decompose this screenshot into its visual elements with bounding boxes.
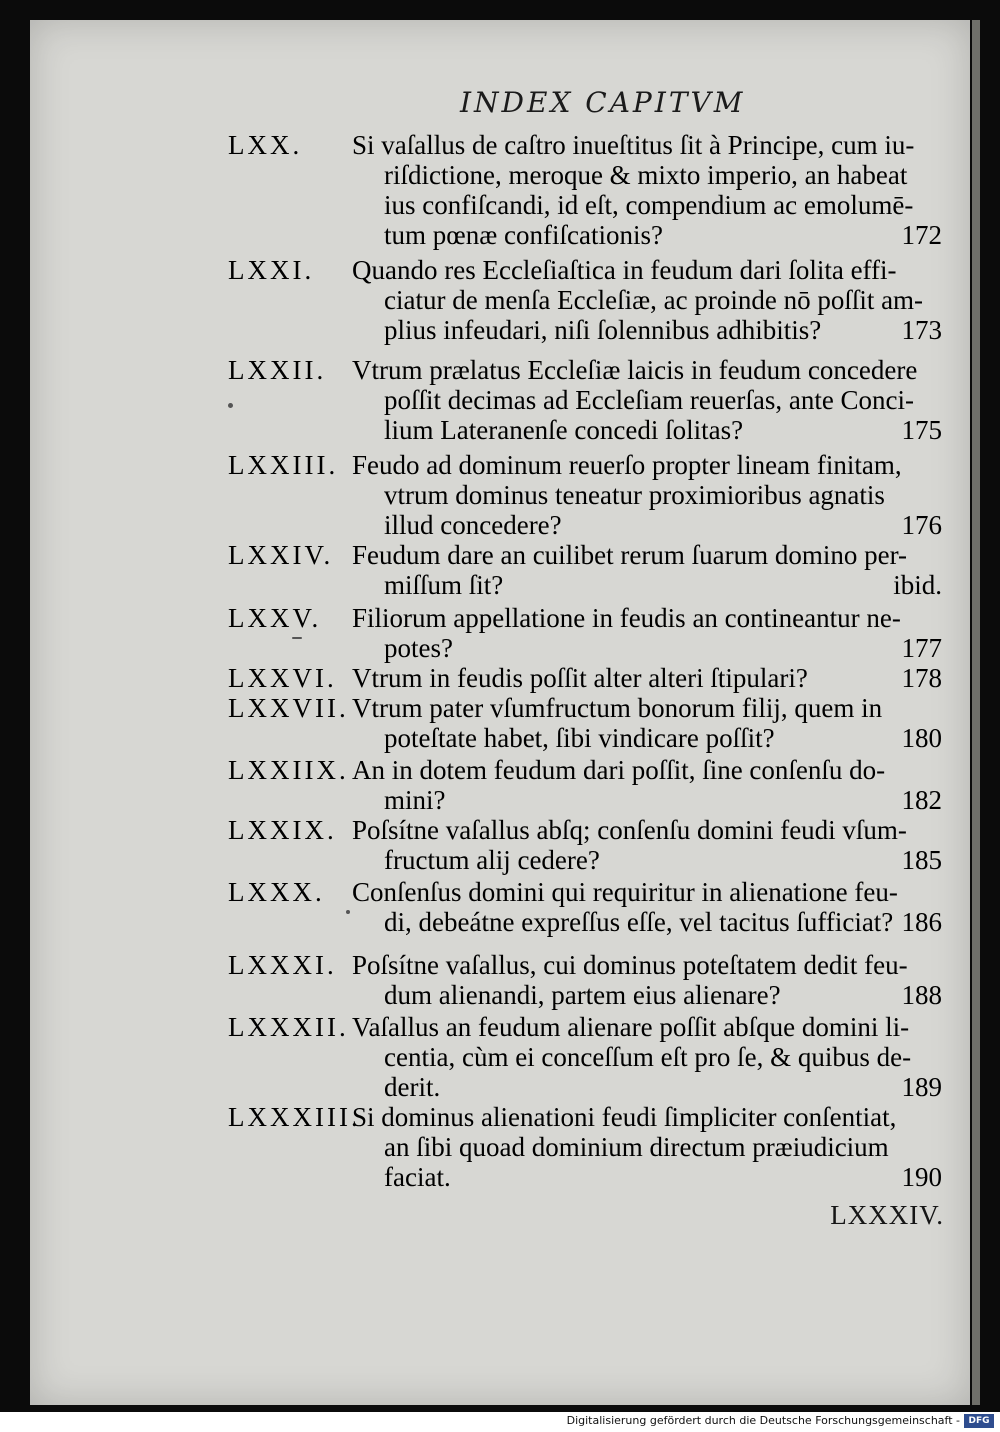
chapter-title-line: vtrum dominus teneatur proximioribus agnatis [384,480,885,510]
chapter-title-line: an ſibi quoad dominium directum præiudicium [384,1132,889,1162]
chapter-title-line: centia, cùm ei conceſſum eſt pro ſe, & quibus de- [384,1042,912,1072]
chapter-numeral: LXXIV. [228,540,334,570]
chapter-title-line: illud concedere? [384,510,562,540]
chapter-numeral: LXXXI. [228,950,337,980]
ink-speck [346,910,350,914]
page-reference: 173 [901,315,942,345]
chapter-title-line: Vtrum in feudis poſſit alter alteri ſtipulari? [352,663,808,693]
chapter-title-line: ius confiſcandi, id eſt, compendium ac emolumē- [384,190,914,220]
chapter-title-line: poteſtate habet, ſibi vindicare poſſit? [384,723,775,753]
page-reference: 177 [901,633,942,663]
chapter-title-line: Poſsítne vaſallus, cui dominus poteſtatem dedit feu- [352,950,908,980]
chapter-title-line: Filiorum appellatione in feudis an contineantur ne- [352,603,901,633]
chapter-title-line: Feudo ad dominum reuerſo propter lineam finitam, [352,450,902,480]
page-reference: 175 [901,415,942,445]
page-reference: ibid. [893,570,942,600]
page-reference: 189 [901,1072,942,1102]
running-head: INDEX CAPITVM [460,86,746,119]
chapter-title-line: derit. [384,1072,441,1102]
chapter-title-line: riſdictione, meroque & mixto imperio, an habeat [384,160,908,190]
chapter-title-line: Vtrum prælatus Eccleſiæ laicis in feudum concedere [352,355,918,385]
footer-credit: Digitalisierung gefördert durch die Deutsche Forschungsgemeinschaft - [566,1414,960,1427]
page-reference: 188 [901,980,942,1010]
chapter-numeral: LXXVII. [228,693,349,723]
chapter-title-line: fructum alij cedere? [384,845,600,875]
chapter-numeral: LXXV. [228,603,322,633]
page-edge [972,20,980,1405]
chapter-title-line: An in dotem feudum dari poſſit, ſine conſenſu do- [352,755,886,785]
chapter-numeral: LXXIIX. [228,755,349,785]
chapter-title-line: poſſit decimas ad Eccleſiam reuerſas, ante Conci- [384,385,915,415]
page-reference: 176 [901,510,942,540]
page-reference: 172 [901,220,942,250]
chapter-numeral: LXXXII. [228,1012,349,1042]
chapter-numeral: LXXI. [228,255,315,285]
chapter-title-line: mini? [384,785,446,815]
chapter-title-line: lium Lateranenſe concedi ſolitas? [384,415,744,445]
chapter-title-line: Si dominus alienationi feudi ſimpliciter conſentiat, [352,1102,897,1132]
chapter-numeral: LXXVI. [228,663,337,693]
ink-speck [228,403,233,408]
catchword: LXXXIV. [830,1200,944,1230]
chapter-numeral: LXXIII. [228,450,339,480]
chapter-title-line: ciatur de menſa Eccleſiæ, ac proinde nō poſſit am- [384,285,924,315]
page-reference: 190 [901,1162,942,1192]
chapter-title-line: miſſum ſit? [384,570,504,600]
chapter-title-line: Vaſallus an feudum alienare poſſit abſque domini li- [352,1012,910,1042]
chapter-title-line: tum pœnæ confiſcationis? [384,220,663,250]
chapter-title-line: Feudum dare an cuilibet rerum ſuarum domino per- [352,540,908,570]
ink-speck [292,637,302,639]
page-reference: 178 [901,663,942,693]
page-reference: 182 [901,785,942,815]
page-reference: 185 [901,845,942,875]
chapter-title-line: plius infeudari, niſi ſolennibus adhibitis? [384,315,822,345]
chapter-title-line: Poſsítne vaſallus abſq; conſenſu domini feudi vſum- [352,815,907,845]
chapter-title-line: di, debeátne expreſſus eſſe, vel tacitus ſufficiat? [384,907,894,937]
chapter-title-line: faciat. [384,1162,451,1192]
chapter-numeral: LXX. [228,130,303,160]
chapter-numeral: LXXII. [228,355,327,385]
page-reference: 186 [901,907,942,937]
chapter-title-line: Quando res Eccleſiaſtica in feudum dari ſolita effi- [352,255,897,285]
chapter-title-line: Vtrum pater vſumfructum bonorum filij, quem in [352,693,883,723]
chapter-title-line: dum alienandi, partem eius alienare? [384,980,781,1010]
chapter-title-line: Si vaſallus de caſtro inueſtitus ſit à Principe, cum iu- [352,130,915,160]
chapter-title-line: Conſenſus domini qui requiritur in alienatione feu- [352,877,898,907]
chapter-numeral: LXXX. [228,877,325,907]
chapter-title-line: potes? [384,633,453,663]
dfg-logo-icon: DFG [964,1414,994,1428]
chapter-numeral: LXXIX. [228,815,337,845]
digitization-footer [0,1412,1000,1432]
page-reference: 180 [901,723,942,753]
chapter-numeral: LXXXIII. [228,1102,361,1132]
